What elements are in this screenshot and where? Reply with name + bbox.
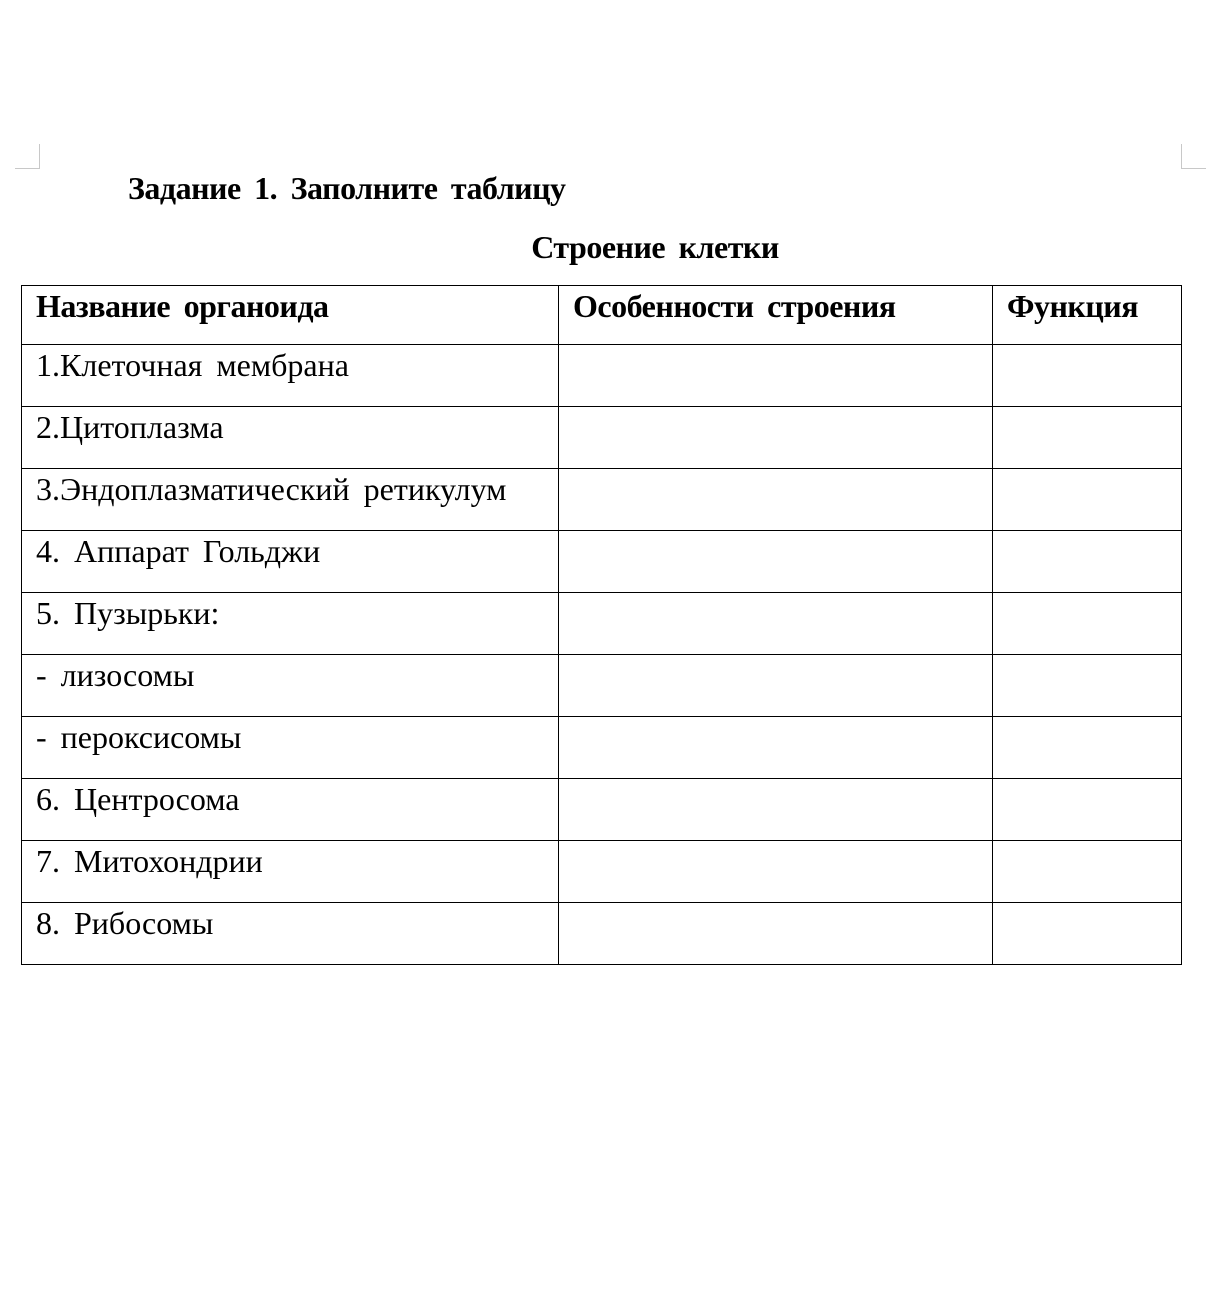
- table-header-row: [22, 286, 1182, 345]
- structure-cell[interactable]: [559, 345, 993, 407]
- organoid-name-cell: - пероксисомы: [22, 717, 559, 779]
- organoid-name-cell: 2.Цитоплазма: [22, 407, 559, 469]
- table-caption: Строение клетки: [531, 229, 779, 265]
- organoid-name-cell: 5. Пузырьки:: [22, 593, 559, 655]
- function-cell[interactable]: [993, 407, 1182, 469]
- table-row: [22, 469, 1182, 531]
- organoid-name-cell: 6. Центросома: [22, 779, 559, 841]
- header-structure-features: Особенности строения: [559, 286, 993, 345]
- function-cell[interactable]: [993, 345, 1182, 407]
- organoid-name-cell: 8. Рибосомы: [22, 903, 559, 965]
- structure-cell[interactable]: [559, 779, 993, 841]
- table-row: [22, 841, 1182, 903]
- structure-cell[interactable]: [559, 531, 993, 593]
- organoid-name-cell: 4. Аппарат Гольджи: [22, 531, 559, 593]
- page-corner-mark-left: [15, 144, 40, 169]
- function-cell[interactable]: [993, 779, 1182, 841]
- structure-cell[interactable]: [559, 469, 993, 531]
- table-row: [22, 345, 1182, 407]
- function-cell[interactable]: [993, 903, 1182, 965]
- header-organoid-name: Название органоида: [22, 286, 559, 345]
- table-row: [22, 779, 1182, 841]
- organoid-name-cell: 3.Эндоплазматический ретикулум: [22, 469, 559, 531]
- structure-cell[interactable]: [559, 655, 993, 717]
- header-function: Функция: [993, 286, 1182, 345]
- table-row: [22, 531, 1182, 593]
- structure-cell[interactable]: [559, 903, 993, 965]
- structure-cell[interactable]: [559, 593, 993, 655]
- function-cell[interactable]: [993, 841, 1182, 903]
- table-row: [22, 717, 1182, 779]
- task-title: Задание 1. Заполните таблицу: [128, 170, 566, 206]
- table-row: [22, 655, 1182, 717]
- function-cell[interactable]: [993, 655, 1182, 717]
- structure-cell[interactable]: [559, 717, 993, 779]
- function-cell[interactable]: [993, 593, 1182, 655]
- table-row: [22, 903, 1182, 965]
- function-cell[interactable]: [993, 531, 1182, 593]
- structure-cell[interactable]: [559, 407, 993, 469]
- function-cell[interactable]: [993, 717, 1182, 779]
- organoid-name-cell: - лизосомы: [22, 655, 559, 717]
- table-row: [22, 593, 1182, 655]
- function-cell[interactable]: [993, 469, 1182, 531]
- table-row: [22, 407, 1182, 469]
- organoid-name-cell: 7. Митохондрии: [22, 841, 559, 903]
- structure-cell[interactable]: [559, 841, 993, 903]
- page-corner-mark-right: [1181, 144, 1206, 169]
- organoid-table: [21, 285, 1182, 965]
- organoid-name-cell: 1.Клеточная мембрана: [22, 345, 559, 407]
